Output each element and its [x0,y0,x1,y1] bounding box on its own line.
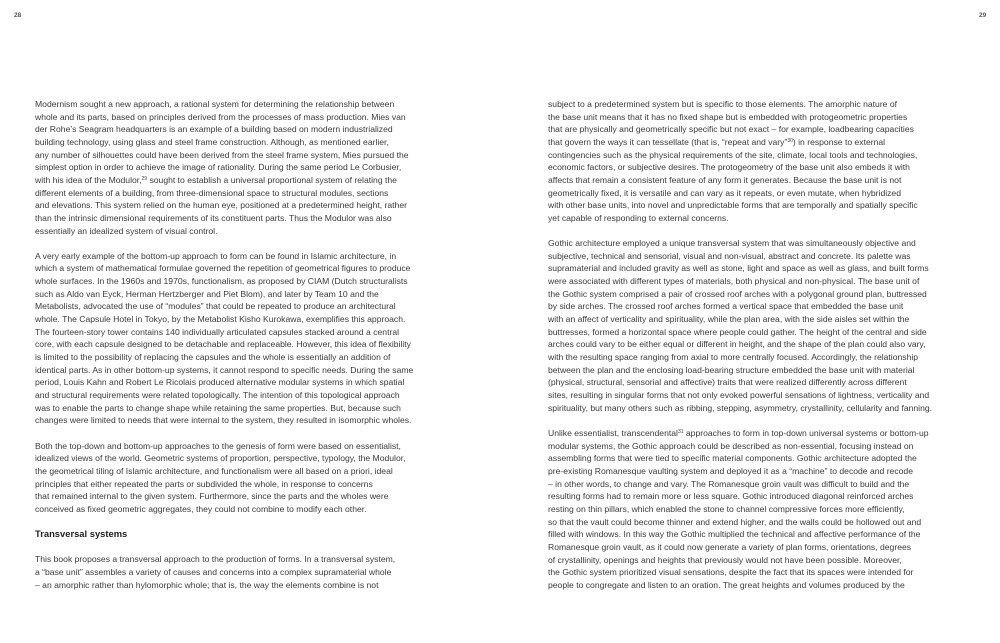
text-line: – an amorphic rather than hylomorphic whole; that is, the way the elements combine is not [35,579,379,590]
right-column [548,98,978,604]
text-line: that are physically and geometrically specific but not exact – for example, loadbearing capacities [548,124,914,135]
text-line: a “base unit” assembles a variety of causes and concerns into a complex supramaterial whole [35,567,392,578]
text-line: simplest option in order to achieve the image of rationality. During the same period Le Corbusier, [35,162,402,173]
text-line: essentially an idealized system of visual control. [35,225,218,236]
text-line: the Gothic system comprised a pair of crossed roof arches with a polygonal ground plan, buttressed [548,288,927,299]
paragraph-essentialist [35,440,480,516]
left-column [35,98,480,604]
text-line: such as Aldo van Eyck, Herman Hertzberger and Piet Blom), and later by Team 10 and the [35,288,379,299]
text-line: which a system of mathematical formulae governed the repetition of geometrical figures to produce [35,263,411,274]
text-line: with other base units, into novel and unpredictable forms that are temporally and spatially specific [548,200,918,211]
paragraph-non-essential [548,427,978,592]
text-line: yet capable of responding to external concerns. [548,212,729,223]
text-line: and structural requirements were related topologically. The intention of this topological approach [35,390,400,401]
text-line: of crystallinity, openings and heights that previously would not have been possible. Moreover, [548,554,902,565]
page-number-right: 29 [979,12,987,19]
text-line: was to enable the parts to change shape while retaining the same properties. But, because such [35,402,401,413]
text-line: idealized views of the world. Geometric systems of proportion, perspective, typology, the Modulor, [35,453,406,464]
text-line: with his idea of the Modulor,$^{29}$ sought to establish a universal proportional system of relating the [35,174,397,185]
section-heading: Transversal systems [35,528,128,540]
footnote-ref: 30 [787,137,793,144]
text-line: by side arches. The crossed roof arches formed a vertical space that embedded the base unit [548,301,904,312]
text-line: that remained internal to the given system. Furthermore, since the parts and the wholes were [35,491,389,502]
text-line: the geometrical tiling of Islamic architecture, and functionalism were all based on a priori, ideal [35,465,393,476]
text-line: whole and its parts, based on principles derived from the processes of mass production. Mies van [35,111,406,122]
paragraph-modernism [35,98,480,237]
text-line: conceived as fixed geometric aggregates, they could not combine to modify each other. [35,503,367,514]
paragraph-transversal-intro [35,553,480,591]
text-line: filled with windows. In this way the Gothic multiplied the technical and affective performance of the [548,529,921,540]
paragraph-base-unit [548,98,978,225]
paragraph-bottom-up [35,250,480,427]
text-line: supramaterial and included gravity as well as stone, light and space as well as glass, and built forms [548,263,929,274]
text-line: period, Louis Kahn and Robert Le Ricolais produced alternative modular systems in which spatial [35,377,405,388]
text-line: whole surfaces. In the 1960s and 1970s, functionalism, as proposed by CIAM (Dutch structuralists [35,276,408,287]
text-line: resting on thin pillars, which enabled the stone to channel compressive forces more efficiently, [548,503,905,514]
text-line: resulting forms had to remain more or less square. Gothic introduced diagonal reinforced arches [548,491,914,502]
text-line: changes were limited to needs that were internal to the system, they resulted in isomorphic wholes. [35,415,412,426]
text-line: spirituality, but many others such as ribbing, stepping, asymmetry, crystallinity, cellularity and fanning. [548,402,933,413]
text-line: (physical, structural, sensorial and affective) traits that were realized differently across different [548,377,907,388]
text-line: that govern the ways it can tessellate (that is, “repeat and vary”$^{30}$) in response to external [548,136,886,147]
footnote-ref: 29 [141,175,148,182]
text-line: Both the top-down and bottom-up approaches to the genesis of form were based on essentialist, [35,440,401,451]
text-line: pre-existing Romanesque vaulting system and deployed it as a “machine” to decode and recode [548,465,913,476]
text-line: and elevations. This system relied on the human eye, positioned at a predetermined height, rather [35,200,407,211]
text-line: different elements of a building, from three-dimensional space to structural modules, sections [35,187,389,198]
text-line: between the plan and the enclosing load-bearing structure embedded the base unit with material [548,364,915,375]
text-line: Metabolists, advocated the use of “modules” that could be repeated to produce an architectural [35,301,396,312]
text-line: This book proposes a transversal approach to the production of forms. In a transversal system, [35,554,396,565]
footnote-ref: 31 [677,428,684,435]
text-line: were associated with different types of materials, both physical and non-physical. The base unit of [548,276,920,287]
page-number-left: 28 [14,12,22,19]
text-line: with an affect of verticality and spirituality, while the plan area, with the side aisles set within the [548,314,910,325]
text-line: core, with each capsule designed to be detachable and replaceable. However, this idea of flexibility [35,339,411,350]
text-line: der Rohe’s Seagram headquarters is an example of a building based on modern industrialized [35,124,393,135]
text-line: Romanesque groin vault, as it could now generate a variety of plan forms, orientations, degrees [548,541,912,552]
text-line: contingencies such as the physical requirements of the site, climate, local tools and technologies, [548,149,918,160]
text-line: affects that remain a consistent feature of any form it generates. Because the base unit is not [548,174,902,185]
text-line: geometrically fixed, it is versatile and can vary as it repeats, or even mutate, when hybridized [548,187,901,198]
text-line: any number of silhouettes could have been derived from the steel frame system, Mies pursued the [35,149,409,160]
text-line: whole. The Capsule Hotel in Tokyo, by the Metabolist Kisho Kurokawa, exemplifies this approach. [35,314,406,325]
text-line: modular systems, the Gothic approach could be described as non-essential, focusing instead on [548,440,914,451]
text-line: sites, resulting in singular forms that not only evoked powerful sensations of lightness, verticality and [548,390,930,401]
text-line: arches could vary to be either equal or different in height, and the shape of the plan could also vary, [548,339,926,350]
text-line: The fourteen-story tower contains 140 individually articulated capsules stacked around a central [35,326,400,337]
text-line: – in other words, to change and vary. The Romanesque groin vault was difficult to build and the [548,478,910,489]
text-line: with the resulting space ranging from axial to more centrally focused. Accordingly, the relationship [548,352,919,363]
text-line: the base unit means that it has no fixed shape but is embedded with protogeometric properties [548,111,908,122]
paragraph-gothic [548,237,978,414]
text-line: principles that either repeated the parts or subdivided the whole, in response to concerns [35,478,373,489]
text-line: Unlike essentialist, transcendental$^{31}$ approaches to form in top-down universal systems or bottom-up [548,427,929,438]
text-line: assembling forms that were tied to specific material components. Gothic architecture adopted the [548,453,917,464]
text-line: subjective, technical and sensorial, visual and non-visual, abstract and concrete. Its palette was [548,250,911,261]
text-line: building technology, using glass and steel frame construction. Although, as mentioned earlier, [35,136,389,147]
text-line: subject to a predetermined system but is specific to those elements. The amorphic nature of [548,99,898,109]
text-line: buttresses, formed a horizontal space where people could gather. The height of the central and side [548,326,927,337]
text-line: Modernism sought a new approach, a rational system for determining the relationship between [35,99,395,109]
text-line: A very early example of the bottom-up approach to form can be found in Islamic architecture, in [35,250,397,261]
text-line: so that the vault could become thinner and extend higher, and the walls could be hollowed out and [548,516,922,527]
text-line: than the intrinsic dimensional requirements of its constituent parts. Thus the Modulor was also [35,212,392,223]
text-line: Gothic architecture employed a unique transversal system that was simultaneously objective and [548,238,916,249]
text-line: is limited to the possibility of replacing the capsules and the whole is essentially an addition of [35,352,391,363]
text-line: the Gothic system prioritized visual sensations, despite the fact that its spaces were intended for [548,567,914,578]
text-line: economic factors, or subjective desires. The protogeometry of the base unit also embeds it with [548,162,910,173]
text-line: people to congregate and listen to an oration. The great heights and volumes produced by the [548,579,905,590]
text-line: identical parts. As in other bottom-up systems, it cannot respond to specific needs. During the same [35,364,414,375]
